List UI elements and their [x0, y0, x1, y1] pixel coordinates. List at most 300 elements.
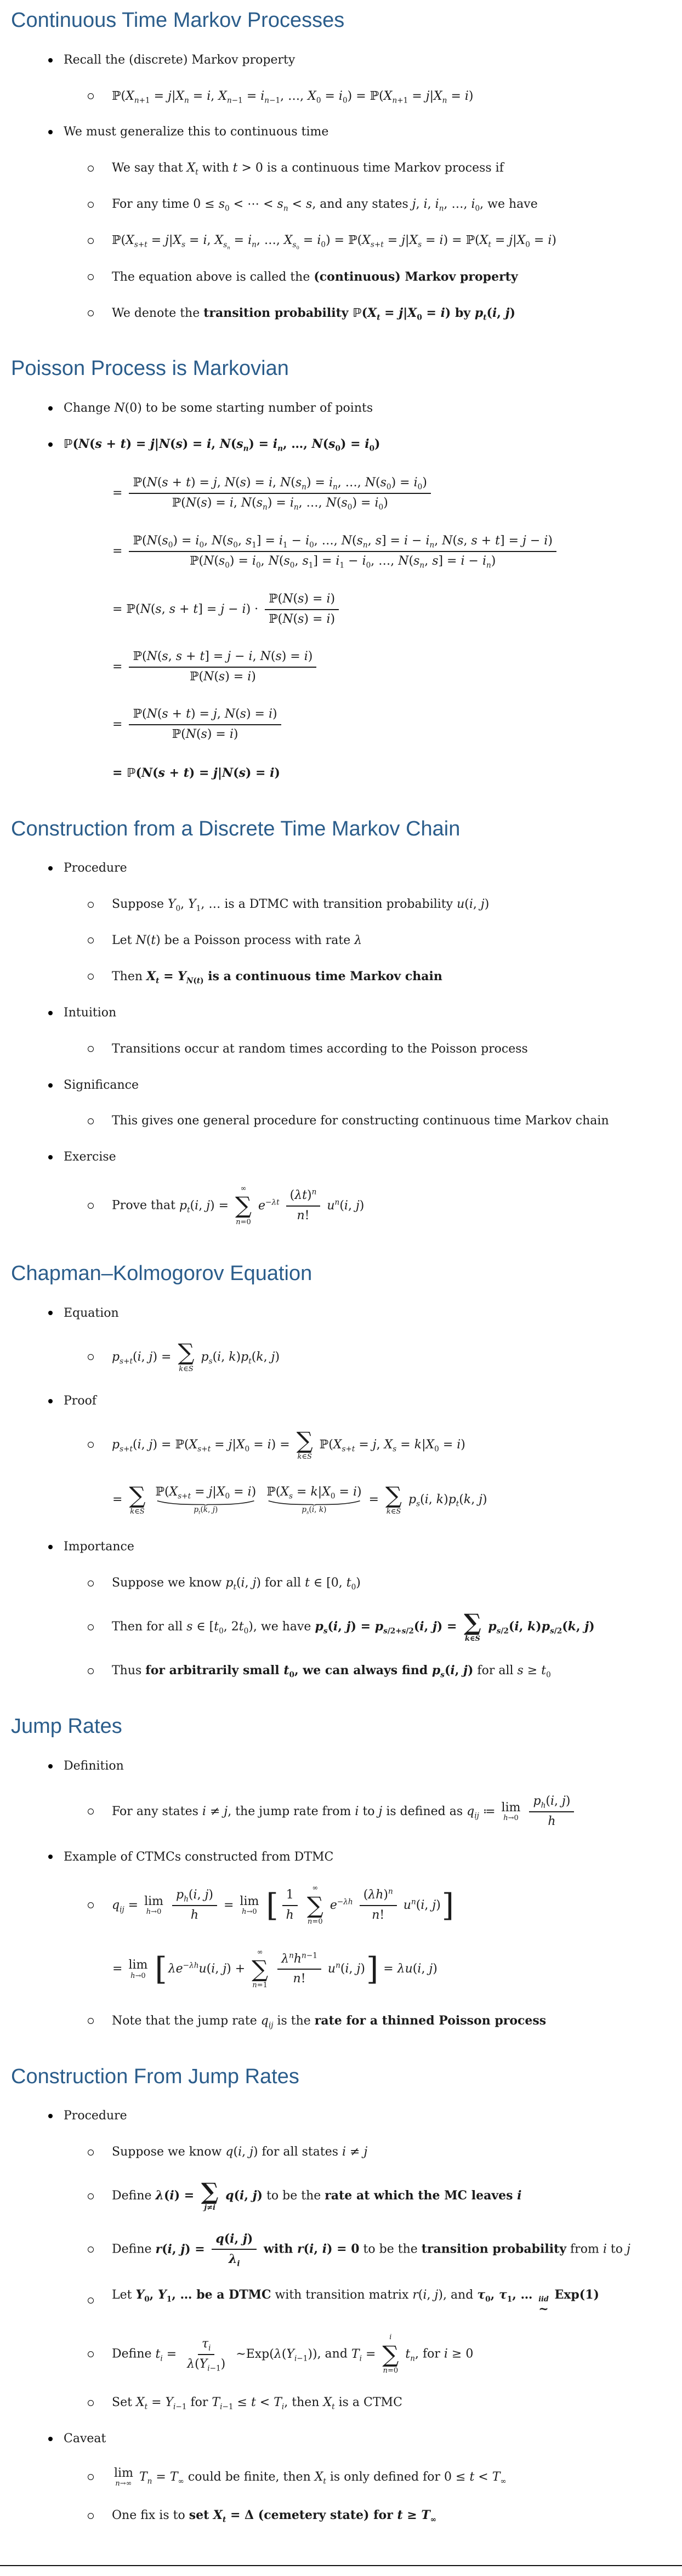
line-content: [64, 1758, 669, 1775]
math-run: $\tau_0$, $\tau_1$, … iid ~ Exp(1): [477, 2287, 599, 2316]
math-run: r(i, j): [412, 2288, 443, 2302]
section: [0, 1262, 682, 1680]
subscript: 0: [335, 444, 341, 453]
subscript: 0: [321, 240, 326, 249]
circle-bullet-icon: [88, 2351, 94, 2357]
bullet-icon: [48, 1083, 53, 1088]
subscript: t: [144, 2402, 148, 2412]
subscript: t: [456, 1499, 459, 1509]
denominator: ℙ(N(s) = i): [172, 727, 238, 742]
bullet-icon: [48, 2114, 53, 2118]
math-run: i ≠ j: [202, 1804, 228, 1818]
math-run: u(i, j): [457, 897, 490, 912]
denominator: ℙ(N(s) = i): [269, 612, 336, 626]
bullet-item: [0, 1849, 669, 1866]
subscript: 0: [225, 204, 230, 213]
text-run: is the: [273, 2014, 315, 2028]
line-content: [112, 1185, 669, 1227]
text-run: is defined as: [382, 1804, 467, 1818]
superscript: n: [336, 1961, 340, 1970]
bullet-item: [0, 1004, 669, 1022]
sum-operator: [385, 1483, 402, 1516]
subscript: s/2: [496, 1627, 509, 1636]
subscript: 1: [252, 541, 257, 550]
line-content: [112, 305, 669, 322]
bullet-icon: [48, 866, 53, 871]
lim-operator: [240, 1895, 259, 1917]
subscript: t: [223, 2515, 226, 2524]
text-run: could be finite, then: [184, 2470, 315, 2484]
subscript: s: [418, 240, 422, 249]
sum-lower-limit: k∈S: [179, 1364, 194, 1373]
text-run: Procedure: [64, 861, 127, 875]
subscript: n: [147, 2477, 152, 2486]
line-content: [112, 1426, 669, 1462]
subscript: n+1: [134, 95, 150, 105]
sum-upper-limit: ∞: [257, 1948, 263, 1957]
bullet-item: [0, 1040, 669, 1058]
subscript: i−1: [294, 2354, 308, 2363]
math-run: $p_{s+t}(i$, $j) = ℙ(X_{s+t} = j|X_0 = i)$ = ∑ k∈S $ℙ(X_{s+t} = j$, $X_s = k|X_0 = i$): [112, 1426, 465, 1461]
circle-bullet-icon: [88, 2474, 94, 2480]
bullet-icon: [48, 58, 53, 62]
math-run: i ≠ j: [342, 2145, 368, 2159]
sigma-icon: ∑: [306, 1891, 323, 1919]
bullet-icon: [48, 1399, 53, 1403]
subscript: 0: [225, 561, 230, 570]
text-run: Then: [112, 969, 147, 983]
subscript: s/2: [550, 1627, 562, 1636]
subscript: t: [198, 1510, 201, 1516]
bullet-item: [0, 1538, 669, 1556]
denominator: ℙ(N(s) = i, $N(s_n) = i_n$, …, $N(s_0) = i_0$): [172, 496, 388, 512]
circle-bullet-icon: [88, 2149, 94, 2156]
text-run: to: [359, 1804, 379, 1818]
text-run: For any time: [112, 197, 194, 212]
subscript: t: [488, 240, 491, 249]
line-content: [112, 2177, 669, 2213]
section-title: Construction from a Discrete Time Markov Chain: [11, 817, 461, 840]
numerator: $(\lambda h)^n$: [360, 1887, 397, 1906]
underbrace-group: [265, 1485, 362, 1515]
lim-operator: [128, 1958, 147, 1980]
math-run: $t \ge T_\infty$: [397, 2508, 437, 2524]
subscript: n: [263, 503, 268, 512]
underbrace-content: $ℙ(X_{s+t} = j|X_0 = i)$: [155, 1485, 257, 1501]
bullet-item: [0, 2394, 669, 2412]
math-run: = ∑ k∈S $ℙ(X_{s+t} = j|X_0 = i)$ $p_t(k$, j) $ℙ(X_s = k|X_0 = i)$ $p_s(i$, k) = ∑ k∈S $p_s(i$, $k)p_t(k$, j): [112, 1481, 487, 1516]
sum-upper-limit: i: [389, 2333, 392, 2342]
line-content: [64, 123, 669, 141]
bullet-item: [0, 1340, 669, 1373]
line-content: [112, 1611, 669, 1644]
math-run: $X_t = \Delta$: [213, 2508, 254, 2524]
subscript: s0: [292, 240, 299, 251]
subscript: 0: [417, 482, 423, 492]
section: [0, 9, 682, 322]
subscript: s: [181, 240, 186, 249]
subscript: 0: [347, 503, 353, 512]
subscript: 0: [434, 1445, 439, 1454]
superscript: n: [289, 1951, 294, 1960]
math-run: ℙ(N(s + t) = j|N(s) = i, $N(s_n) = i_n$, …, $N(s_0) = i_0$): [64, 437, 380, 453]
line-content: [64, 1849, 669, 1866]
text-run: is a continuous time Markov chain: [203, 969, 442, 983]
bullet-item: [0, 88, 669, 105]
circle-bullet-icon: [88, 93, 94, 99]
section: [0, 1715, 682, 2029]
bullet-item: [0, 2143, 669, 2161]
sum-operator: [129, 1483, 145, 1516]
bullet-item: [0, 1662, 669, 1680]
formula-line: [0, 592, 669, 627]
math-run: $p_s(i$, j): [431, 1663, 474, 1680]
formula-line: [0, 475, 669, 511]
fraction: [129, 649, 316, 685]
section-title: Construction From Jump Rates: [11, 2065, 299, 2088]
subscript: s: [416, 1499, 420, 1509]
fraction: [277, 1952, 321, 1987]
subscript: 0: [225, 1492, 230, 1501]
text-run: for all states: [258, 2145, 342, 2159]
subscript: i−1: [220, 2402, 234, 2412]
subscript: 0: [243, 1627, 249, 1636]
bullet-item: [0, 896, 669, 913]
text-run: , we have: [480, 197, 538, 212]
numerator: $p_h(i$, j): [529, 1794, 574, 1812]
subscript: s/2+s/2: [383, 1627, 414, 1636]
subscript: 0: [417, 312, 422, 322]
line-content: [112, 269, 669, 286]
bullet-item: [0, 2231, 669, 2268]
bullet-item: [0, 2287, 669, 2315]
bullet-icon: [48, 1011, 53, 1015]
math-run: = $\frac{\text{ℙ(N(s + t) = j, N(s) = i)}}{\text{ℙ(N(s) = i)}}$: [112, 718, 284, 731]
text-run: Suppose we know: [112, 1576, 226, 1590]
big-bracket: ]: [441, 1887, 454, 1924]
math-run: $X_t$: [323, 2396, 335, 2412]
subscript: n+1: [392, 95, 408, 105]
subscript: 1: [507, 2295, 513, 2304]
text-run: The equation above is called the: [112, 270, 314, 284]
subscript: 0: [199, 541, 204, 550]
subscript: i: [237, 2259, 240, 2268]
math-run: $t_0$: [283, 1663, 294, 1680]
subscript: s+t: [120, 1356, 133, 1366]
text-run: Note that the jump rate: [112, 2014, 261, 2028]
math-run: $Y_0$, $Y_1$, …: [167, 897, 221, 913]
subscript: s+t: [197, 1445, 211, 1454]
formula-line: [0, 1948, 669, 1991]
math-run: i ≥ 0: [444, 2347, 474, 2361]
line-content: [112, 765, 669, 782]
numerator: 1: [282, 1887, 298, 1906]
subscript: i: [160, 2354, 163, 2363]
text-run: transition probability: [421, 2242, 567, 2256]
lim-word: lim: [114, 2466, 133, 2480]
bullet-icon: [48, 130, 53, 134]
subscript: 1: [308, 561, 314, 570]
bullet-icon: [48, 1155, 53, 1159]
underbrace-icon: [156, 1500, 255, 1505]
circle-bullet-icon: [88, 310, 94, 316]
circle-bullet-icon: [88, 166, 94, 172]
line-content: [112, 649, 669, 685]
subscript: n: [333, 482, 338, 492]
overset-top: iid: [538, 2295, 549, 2304]
subscript: n: [184, 95, 189, 105]
math-run: i: [517, 2188, 522, 2203]
subscript: ij: [474, 1811, 479, 1821]
bullet-item: [0, 1148, 669, 1166]
superscript: n: [411, 1897, 416, 1907]
subscript: 0: [309, 541, 314, 550]
bullet-item: [0, 2466, 669, 2488]
subscript: ij: [120, 1905, 124, 1914]
subscript: 0: [351, 1583, 356, 1592]
upright-text: Exp: [246, 2347, 270, 2361]
text-run: to: [606, 2242, 627, 2256]
bullet-item: [0, 2012, 669, 2030]
line-content: [112, 2231, 669, 2268]
sigma-icon: ∑: [129, 1481, 146, 1509]
sum-lower-limit: n=0: [383, 2366, 399, 2375]
math-run: s ∈ [$t_0$, $2t_0$): [186, 1620, 253, 1636]
line-content: [112, 707, 669, 742]
text-run: Caveat: [64, 2431, 106, 2446]
math-run: $ℙ(X_{n+1} = j|X_n = i$, $X_{n-1} = i_{n-1}$, …, $X_0 = i_0$) = $ℙ(X_{n+1} = j|X_n = i)$: [112, 89, 474, 105]
subscript: t: [248, 1356, 252, 1366]
fraction: [212, 2231, 257, 2268]
lim-lower-limit: h→0: [503, 1813, 519, 1822]
text-run: Set: [112, 2396, 136, 2410]
text-run: One fix is to: [112, 2509, 189, 2523]
math-run: i: [355, 1804, 359, 1818]
text-run: We say that: [112, 161, 187, 175]
lim-lower-limit: h→0: [242, 1907, 257, 1916]
math-run: = ℙ(N(s + t) = j|N(s) = i): [112, 765, 280, 780]
math-run: $p_s(i$, $j) = p_{s/2+s/2}(i$, j) = ∑ k∈S $p_{s/2}(i$, $k)p_{s/2}(k$, j): [315, 1609, 595, 1644]
text-run: Significance: [64, 1078, 139, 1092]
bullet-item: [0, 2107, 669, 2125]
math-run: i: [603, 2242, 607, 2256]
subscript: i−1: [173, 2402, 187, 2412]
line-content: [112, 232, 669, 250]
notes-sections: [0, 9, 682, 2524]
circle-bullet-icon: [88, 974, 94, 980]
line-content: [112, 1040, 669, 1058]
subscript: s: [289, 1492, 293, 1501]
subscript: n: [252, 240, 257, 249]
subscript: 0: [245, 1445, 250, 1454]
subscript: n−1: [264, 95, 281, 105]
text-run: set: [189, 2508, 213, 2523]
text-run: Proof: [64, 1394, 96, 1408]
formula-line: [0, 1483, 669, 1516]
sum-lower-limit: n=0: [308, 1917, 323, 1926]
sum-lower-limit: n=0: [236, 1218, 251, 1226]
math-run: N(0): [114, 401, 142, 416]
sigma-icon: ∑: [178, 1339, 195, 1366]
bullet-item: [0, 2333, 669, 2375]
sum-operator: [235, 1185, 252, 1227]
subscript: 0: [485, 2295, 491, 2304]
math-run: $X_t = Y_{i-1}$: [135, 2396, 187, 2412]
line-content: [112, 2287, 669, 2315]
bullet-item: [0, 269, 669, 286]
math-run: N(t): [135, 934, 161, 947]
bullet-item: [0, 1758, 669, 1775]
bullet-icon: [48, 1545, 53, 1549]
superscript: −λt: [265, 1198, 280, 1207]
fraction: [129, 475, 430, 511]
bullet-icon: [48, 1855, 53, 1859]
numerator: q(i, j): [212, 2231, 257, 2250]
subscript: s+t: [178, 1492, 191, 1501]
line-content: [112, 88, 669, 105]
sigma-icon: ∑: [382, 2340, 399, 2368]
bullet-icon: [48, 1764, 53, 1768]
subscript: N(t): [186, 976, 204, 986]
text-run: Thus: [112, 1664, 146, 1678]
text-run: for arbitrarily small: [145, 1663, 284, 1678]
bullet-item: [0, 305, 669, 322]
text-run: Importance: [64, 1540, 134, 1554]
bullet-item: [0, 52, 669, 69]
subscript: n: [429, 541, 435, 550]
math-run: $p_{s+t}(i$, j) = ∑ k∈S $p_s(i$, $k)p_t(k$, j): [112, 1339, 280, 1373]
subscript: 0: [219, 1627, 224, 1636]
subscript: 1: [339, 561, 345, 570]
line-content: [112, 968, 669, 986]
line-content: [112, 2507, 669, 2524]
line-content: [64, 1004, 669, 1022]
text-run: Suppose we know: [112, 2145, 226, 2159]
math-run: = $\frac{ℙ(N(s + t) = j, N(s) = i, N(s_n) = i_n, \dots, N(s_0) = i_0)}{ℙ(N(s) = i, N(s_n) = i_n, \dots, N(s_0) = i_0)}$: [112, 486, 434, 500]
page-bottom-divider: [0, 2565, 682, 2566]
text-run: by: [451, 305, 475, 320]
math-run: j, i, $i_n$, …, $i_0$: [412, 197, 480, 213]
text-run: from: [566, 2242, 603, 2256]
text-run: Change: [64, 401, 115, 416]
section-title: Poisson Process is Markovian: [11, 357, 289, 380]
text-run: (cemetery state) for: [254, 2508, 397, 2523]
math-run: $Y_0$, $Y_1$, …: [135, 2287, 192, 2304]
circle-bullet-icon: [88, 2247, 94, 2253]
circle-bullet-icon: [88, 1046, 94, 1052]
subscript: n: [302, 482, 306, 492]
subscript: 0: [369, 444, 375, 453]
line-content: [112, 2466, 669, 2488]
superscript: −λh: [337, 1897, 353, 1907]
sum-operator: [296, 1426, 313, 1462]
circle-bullet-icon: [88, 1902, 94, 1908]
math-run: r(i, j) = $\frac{q(i, j)}{\lambda_i}$: [156, 2242, 260, 2256]
line-content: [112, 2394, 669, 2412]
line-content: [112, 1112, 669, 1130]
subscript: 0: [255, 561, 261, 570]
bullet-item: [0, 860, 669, 877]
line-content: [112, 932, 669, 949]
math-run: $ℙ(X_t = j|X_0 = i)$: [353, 305, 451, 322]
sum-operator: [201, 2177, 219, 2213]
text-run: for: [186, 2396, 212, 2410]
math-run: $X_t$: [186, 161, 198, 177]
subscript: 0: [330, 1492, 336, 1501]
math-run: $0 \le t < T_\infty$: [444, 2470, 507, 2486]
math-run: t ∈ [0, $t_0$): [305, 1576, 361, 1592]
bullet-item: [0, 1611, 669, 1644]
subscript: 0: [546, 1670, 551, 1680]
subscript: n: [442, 95, 447, 105]
bullet-item: [0, 932, 669, 949]
math-run: $q_{ij}$ ≔ lim h→0 $\frac{p_h(i, j)}{h}$: [467, 1805, 577, 1818]
text-run: Define: [112, 2242, 156, 2256]
circle-bullet-icon: [88, 202, 94, 208]
text-run: Then for all: [112, 1620, 187, 1634]
superscript: n: [311, 1187, 317, 1197]
underbrace-content: $ℙ(X_s = k|X_0 = i)$: [266, 1485, 362, 1501]
subscript: 0: [296, 244, 299, 251]
line-content: [112, 1794, 669, 1830]
denominator: $\lambda_i$: [228, 2251, 240, 2268]
numerator: $\tau_i$: [198, 2336, 215, 2355]
text-run: Exercise: [64, 1150, 116, 1164]
subscript: t: [377, 312, 380, 322]
bullet-item: [0, 160, 669, 177]
subscript: 0: [386, 482, 391, 492]
subscript: ∞: [178, 2477, 184, 2486]
subscript: 1: [282, 541, 288, 550]
underbrace-label: $p_t(k$, j): [194, 1505, 218, 1516]
bullet-item: [0, 196, 669, 213]
line-content: [112, 1340, 669, 1373]
text-run: Definition: [64, 1759, 124, 1773]
circle-bullet-icon: [88, 1668, 94, 1674]
text-run: , for: [415, 2347, 444, 2361]
line-content: [112, 160, 669, 177]
math-run: $p_t(i$, j) = ∞ ∑ n=0 $e^{-\lambda t}$ $\frac{(\lambda t)^n}{n!}$ $u^n(i$, j): [179, 1185, 365, 1226]
lim-lower-limit: h→0: [146, 1907, 162, 1916]
line-content: [112, 2333, 669, 2375]
bullet-item: [0, 123, 669, 141]
line-content: [112, 2012, 669, 2030]
circle-bullet-icon: [88, 238, 94, 244]
text-run: , and any states: [312, 197, 412, 212]
lim-word: lim: [144, 1894, 164, 1908]
math-run: λ: [354, 934, 362, 947]
text-run: , and: [317, 2347, 351, 2361]
math-run: $X_t = Y_{N(t)}$: [146, 969, 204, 986]
text-run: For any states: [112, 1804, 202, 1818]
denominator: h: [190, 1908, 199, 1922]
numerator: $ℙ(N(s_0) = i_0$, $N(s_0$, $s_1] = i_1 - i_0$, …, $N(s_n$, $s] = i - i_n$, N(s, s + t] = j − i): [129, 533, 556, 552]
sigma-icon: ∑: [252, 1955, 269, 1983]
math-run: t > 0: [232, 161, 263, 175]
bullet-icon: [48, 442, 53, 447]
circle-bullet-icon: [88, 902, 94, 908]
bullet-item: [0, 968, 669, 986]
line-content: [112, 1662, 669, 1680]
math-run: = $\frac{\text{ℙ(N(s, s + t] = j − i, N(s) = i)}}{\text{ℙ(N(s) = i)}}$: [112, 660, 319, 674]
big-bracket: [: [266, 1887, 279, 1924]
text-run: Let: [112, 2288, 136, 2302]
text-run: , the jump rate from: [228, 1804, 355, 1818]
sum-operator: [307, 1884, 323, 1926]
lim-word: lim: [501, 1800, 521, 1815]
denominator: $ℙ(N(s_0) = i_0$, $N(s_0$, $s_1] = i_1 - i_0$, …, $N(s_n$, $s] = i - i_n$): [189, 554, 496, 570]
superscript: n: [388, 1887, 393, 1896]
